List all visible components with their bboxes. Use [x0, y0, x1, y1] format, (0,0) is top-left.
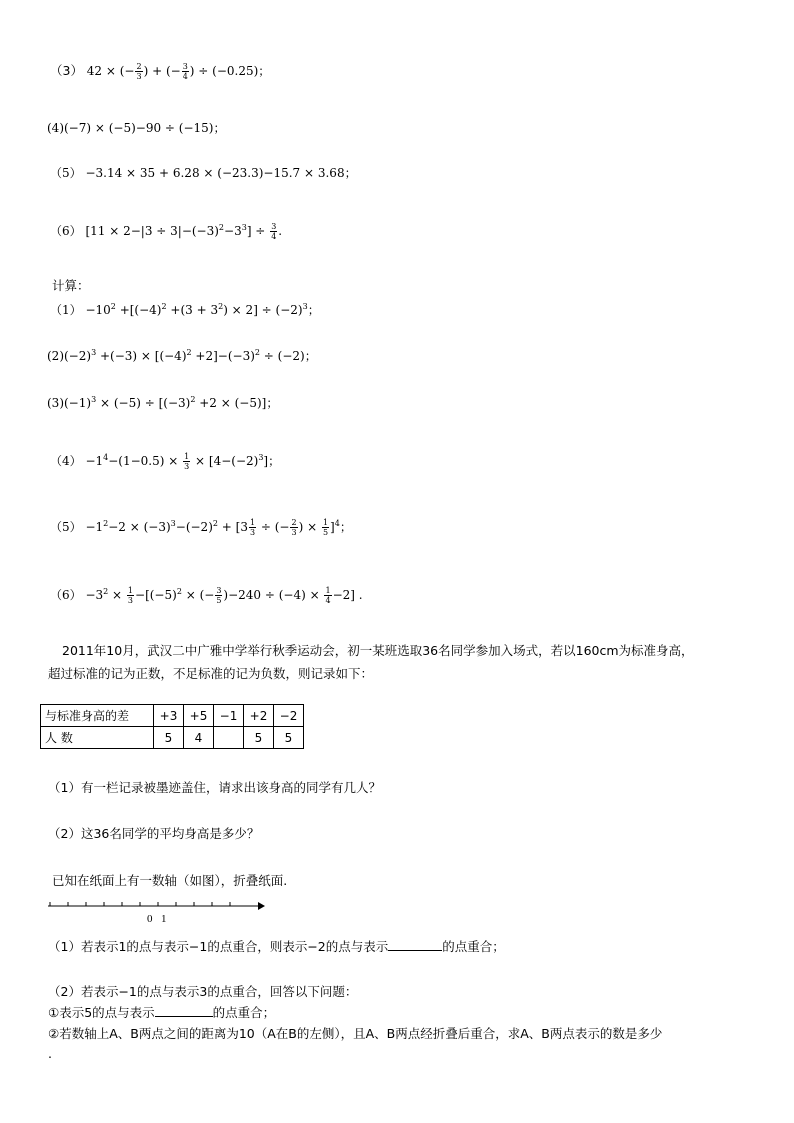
height-record-table: [40, 704, 304, 749]
table-cell: 人 数: [41, 727, 154, 749]
calc-5: $(5) -1^2-2 \times (-3)^3-(-2)^2 + [3$ $\frac{1}{3}$ ÷ (− $\frac{2}{3}$ ) × $\frac{1}{5}$ ]$^4$；: [50, 518, 352, 537]
fraction: $\frac{3}{4}$: [182, 62, 188, 81]
fraction: $\frac{1}{3}$: [127, 586, 134, 605]
table-cell: −1: [214, 705, 244, 727]
fold-question-2-1: ①表示5的点与表示 的点重合；: [48, 1005, 276, 1020]
calc-heading: 计算：: [52, 278, 90, 293]
calc-6: $(6) -3^2$ × $\frac{1}{3}$ $-[(-5)^2$ × (− $\frac{3}{5}$ )−240 ÷ (−4) × $\frac{1}{4}$ −2] .: [50, 586, 363, 605]
table-cell: +2: [244, 705, 274, 727]
table-cell: 5: [274, 727, 304, 749]
fraction: $\frac{2}{3}$: [291, 518, 297, 537]
problem-3: （3） 42 × (− $\frac{2}{3}$ ) + (− $\frac{3}{4}$ ) ÷ (−0.25)；: [50, 62, 271, 81]
problem-6: （6） $[11 \times 2-|3 \div 3|-(-3)^2-3^3]$ ÷ $\frac{3}{4}$ .: [50, 222, 283, 241]
table-cell-obscured: [214, 727, 244, 749]
calc-2: $(2)(-2)^3 +(-3) \times [(-4)^2 +2]-(-3)^2 \div (-2)$；: [47, 348, 317, 363]
number-line-diagram: [44, 896, 266, 926]
axis-label-zero: 0: [147, 913, 153, 925]
table-cell: +3: [154, 705, 184, 727]
table-cell: 与标准身高的差: [41, 705, 154, 727]
answer-blank[interactable]: [155, 1004, 213, 1017]
fold-question-2-2: ②若数轴上A、B两点之间的距离为10（A在B的左侧），且A、B两点经折叠后重合，求A、B两点表示的数是多少: [48, 1026, 663, 1041]
fold-question-2-2-end: .: [48, 1046, 52, 1061]
fold-question-2: （2）若表示−1的点与表示3的点重合，回答以下问题：: [48, 984, 358, 999]
fraction: $\frac{3}{5}$: [216, 586, 222, 605]
table-row: [41, 727, 304, 749]
height-intro-line2: 超过标准的记为正数，不足标准的记为负数，则记录如下：: [48, 666, 374, 681]
problem-4: (4)(−7) × (−5)−90 ÷ (−15)；: [47, 121, 226, 135]
table-cell: 4: [184, 727, 214, 749]
table-cell: +5: [184, 705, 214, 727]
answer-blank[interactable]: [388, 938, 442, 951]
problem-5: （5） −3.14 × 35 + 6.28 × (−23.3)−15.7 × 3.68；: [50, 166, 357, 180]
fraction: $\frac{1}{5}$: [322, 518, 329, 537]
fraction: $\frac{3}{4}$: [271, 222, 277, 241]
calc-1: $(1) -10^2 +[(-4)^2 +(3 + 3^2) \times 2] \div (-2)^3$；: [50, 302, 320, 317]
table-cell: −2: [274, 705, 304, 727]
axis-label-one: 1: [161, 913, 167, 925]
table-cell: 5: [244, 727, 274, 749]
table-cell: 5: [154, 727, 184, 749]
table-row: [41, 705, 304, 727]
height-intro-line1: 2011年10月，武汉二中广雅中学举行秋季运动会，初一某班选取36名同学参加入场式，若以160cm为标准身高，: [62, 643, 694, 658]
fraction: $\frac{2}{3}$: [136, 62, 142, 81]
fraction: $\frac{1}{3}$: [184, 452, 190, 471]
fold-question-1: （1）若表示1的点与表示−1的点重合，则表示−2的点与表示 的点重合；: [48, 939, 505, 954]
fraction: $\frac{1}{3}$: [249, 518, 256, 537]
calc-3: $(3)(-1)^3 \times (-5) \div [(-3)^2 +2 \times (-5)]$；: [47, 395, 279, 410]
fraction: $\frac{1}{4}$: [325, 586, 331, 605]
height-question-2: （2）这36名同学的平均身高是多少？: [48, 826, 260, 841]
fold-intro: 已知在纸面上有一数轴（如图），折叠纸面.: [52, 873, 288, 888]
calc-4: $(4) -1^4-(1-0.5)$ × $\frac{1}{3}$ × $[4-(-2)^3]$；: [50, 452, 281, 471]
height-question-1: （1）有一栏记录被墨迹盖住，请求出该身高的同学有几人？: [48, 780, 381, 795]
